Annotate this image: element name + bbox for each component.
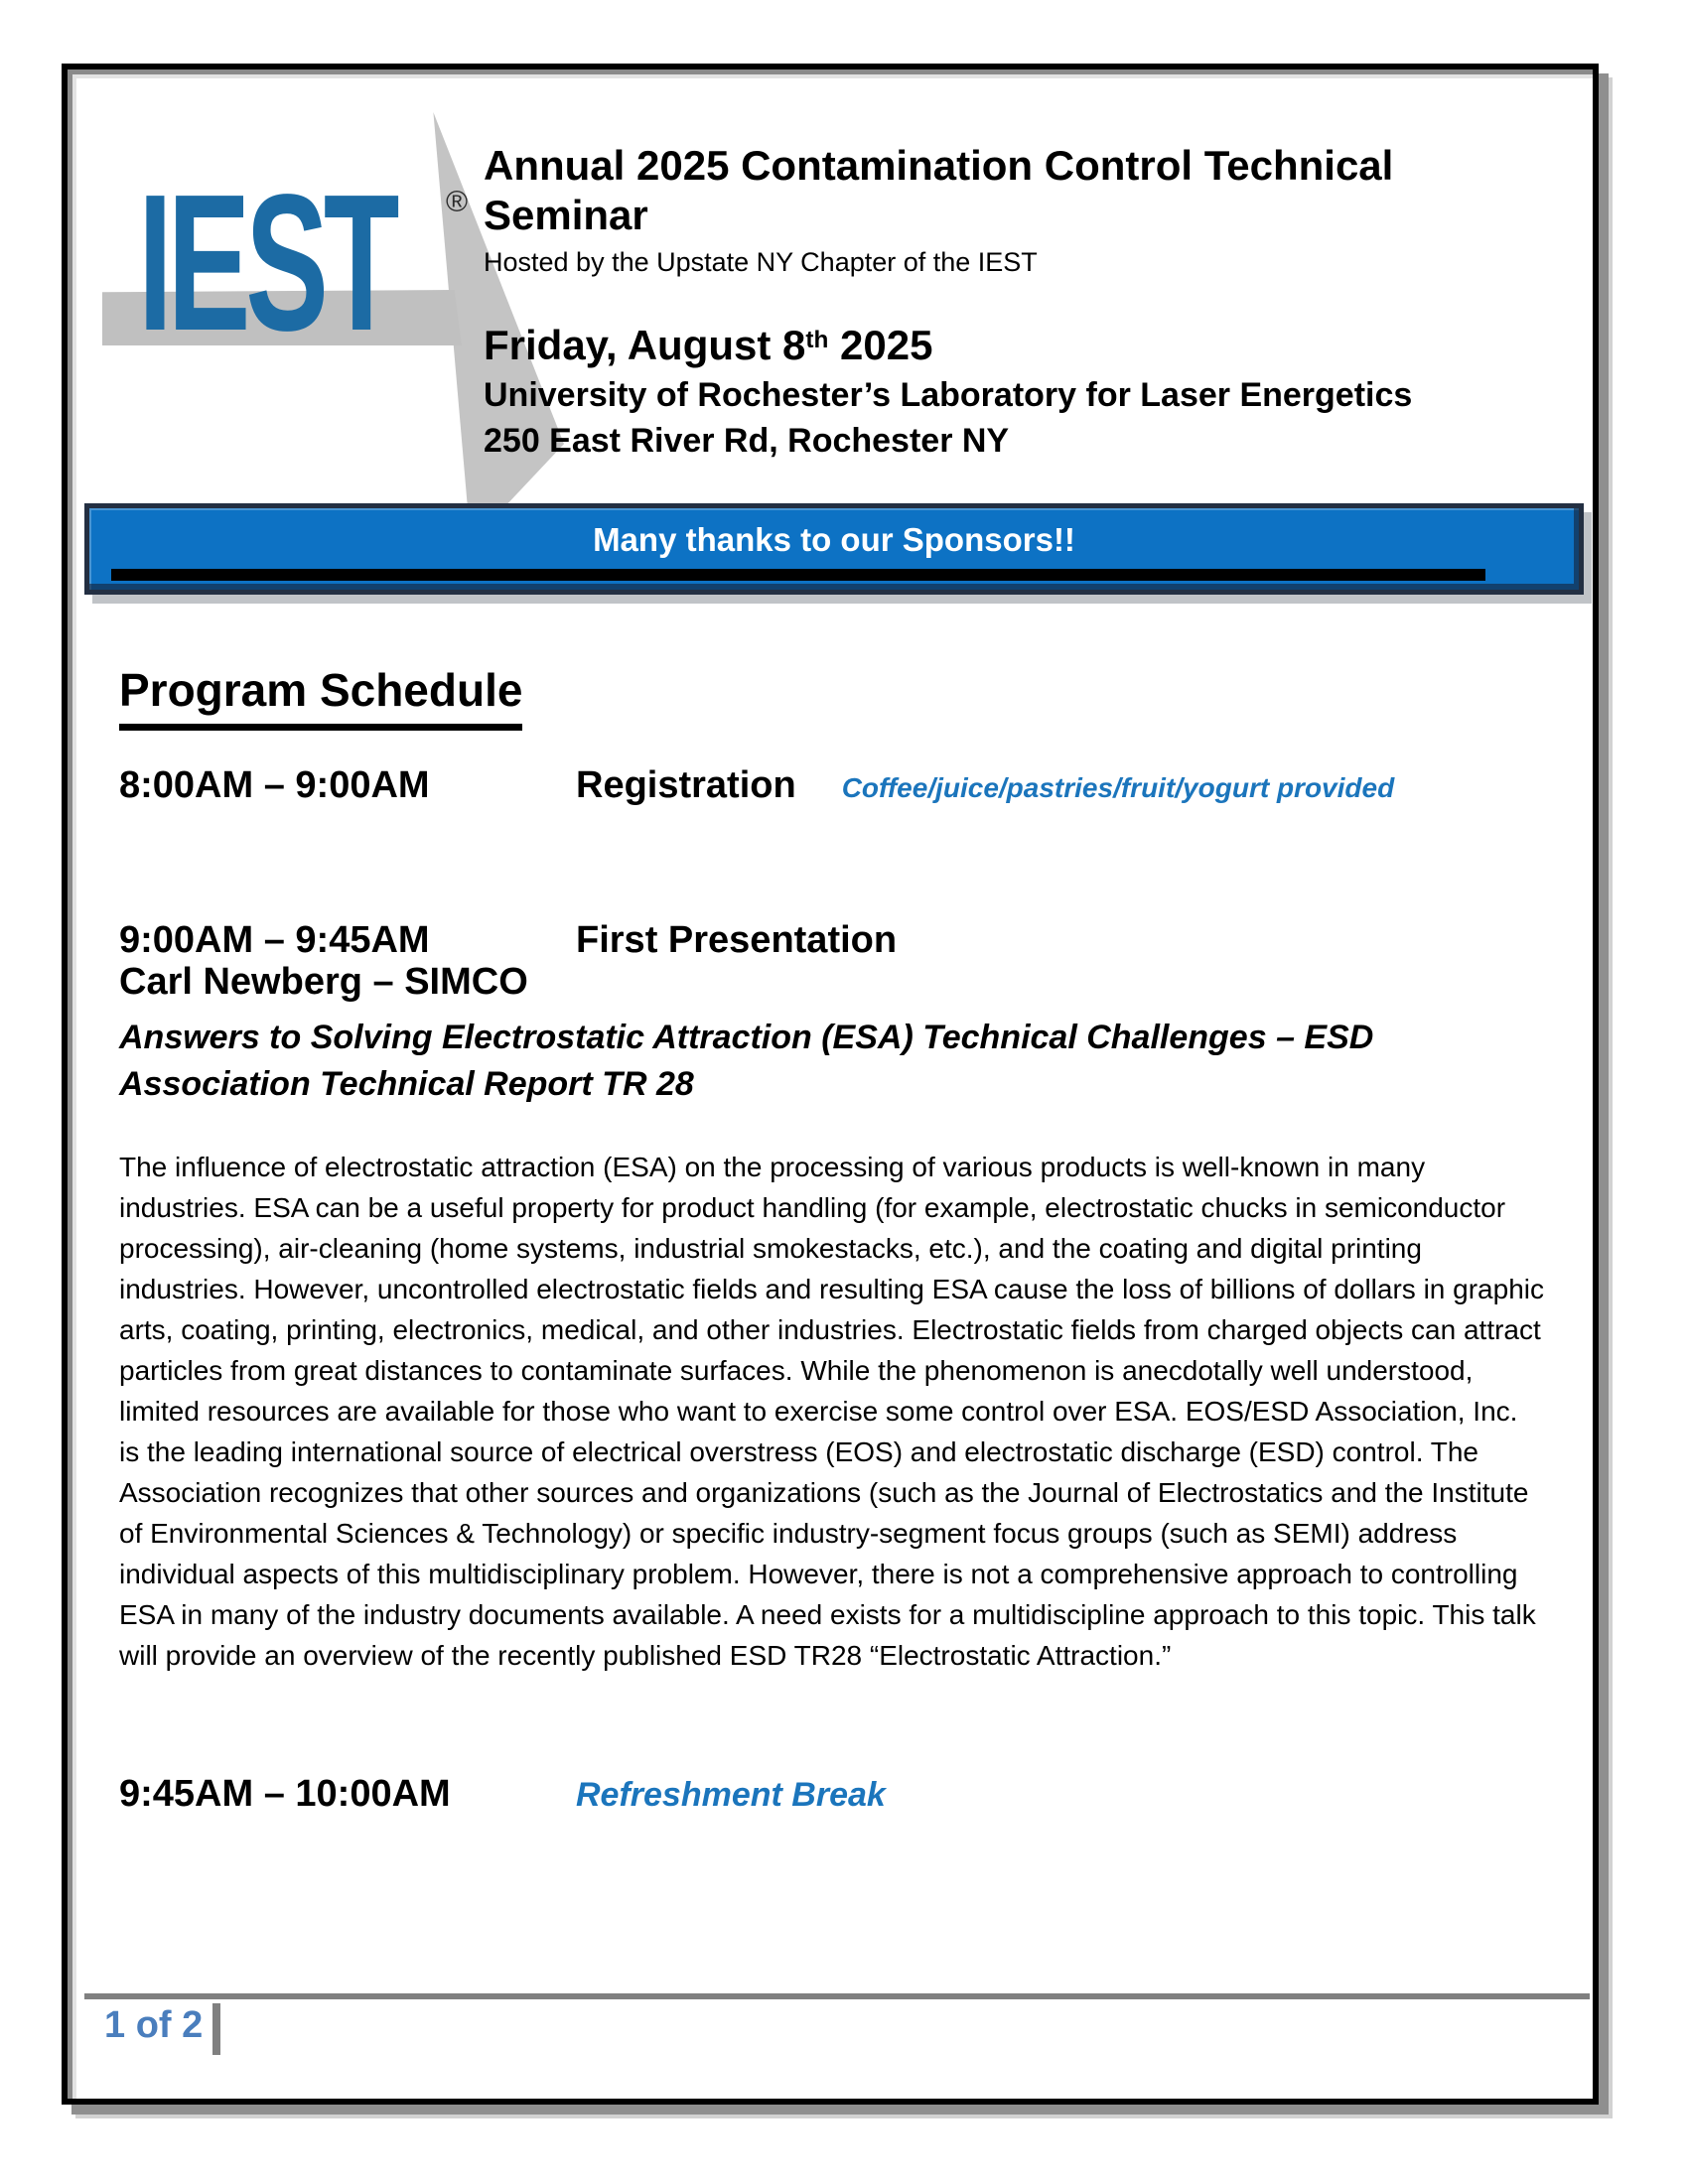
footer-divider [84, 1993, 1590, 1999]
schedule-time: 9:00AM – 9:45AM [119, 919, 430, 961]
program-schedule-heading: Program Schedule [119, 663, 522, 731]
talk-abstract: The influence of electrostatic attraction (ESA) on the processing of various products is well-known in many industries. ESA can be a useful property for product handling (for example, electrostatic chucks in semiconductor processing), air-cleaning (home systems, industrial smokestacks, etc.), and the coating and digital printing industries. However, uncontrolled electrostatic fields and resulting ESA cause the loss of billions of dollars in graphic arts, coating, printing, electronics, medical, and other industries. Electrostatic fields from charged objects can attract particles from great distances to contaminate surfaces. While the phenomenon is anecdotally well understood, limited resources are available for those who want to exercise some control over ESA. EOS/ESD Association, Inc. is the leading international source of electrical overstress (EOS) and electrostatic discharge (ESD) control. The Association recognizes that other sources and organizations (such as the Journal of Electrostatics and the Institute of Environmental Sciences & Technology) or specific industry-segment focus groups (such as SEMI) address individual aspects of this multidisciplinary problem. However, there is not a comprehensive approach to controlling ESA in many of the industry documents available. A need exists for a multidiscipline approach to this topic. This talk will provide an overview of the recently published ESD TR28 “Electrostatic Attraction.” [119, 1152, 1544, 1671]
footer-row [84, 2005, 1590, 2055]
schedule-row-registration [119, 764, 1394, 807]
schedule-event: Refreshment Break [576, 1776, 886, 1814]
schedule-note: Coffee/juice/pastries/fruit/yogurt provided [841, 772, 1395, 803]
talk-title: Answers to Solving Electrostatic Attraction (ESA) Technical Challenges – ESD Association Technical Report TR 28 [119, 1019, 1374, 1103]
sponsor-banner [84, 503, 1584, 595]
page-number: 1 of 2 [104, 2004, 204, 2046]
page-footer [84, 1993, 1590, 2055]
schedule-time: 9:45AM – 10:00AM [119, 1773, 451, 1815]
logo-wordmark: IEST [138, 154, 395, 371]
venue-name: University of Rochester’s Laboratory for Laser Energetics [484, 375, 1413, 414]
date-ordinal-suffix: th [805, 326, 829, 353]
schedule-time: 8:00AM – 9:00AM [119, 764, 430, 806]
seminar-title: Annual 2025 Contamination Control Technical Seminar [484, 142, 1394, 239]
seminar-subtitle: Hosted by the Upstate NY Chapter of the IEST [484, 246, 1038, 277]
date-prefix: Friday, August 8 [484, 321, 806, 368]
speaker-name: Carl Newberg – SIMCO [119, 961, 528, 1003]
registered-trademark-icon: ® [446, 186, 469, 218]
schedule-event: First Presentation [576, 919, 898, 961]
venue-address: 250 East River Rd, Rochester NY [484, 421, 1010, 460]
schedule-row-first-presentation [119, 919, 897, 962]
document-page [62, 64, 1599, 2105]
seminar-date [484, 322, 1556, 369]
sponsor-banner-text: Many thanks to our Sponsors!! [593, 521, 1075, 558]
footer-cursor-bar [212, 2003, 220, 2055]
sponsor-banner-underline [111, 569, 1485, 581]
schedule-event: Registration [576, 764, 796, 806]
date-year: 2025 [828, 321, 933, 368]
header [484, 141, 1556, 465]
schedule-row-refreshment-break [119, 1773, 886, 1816]
